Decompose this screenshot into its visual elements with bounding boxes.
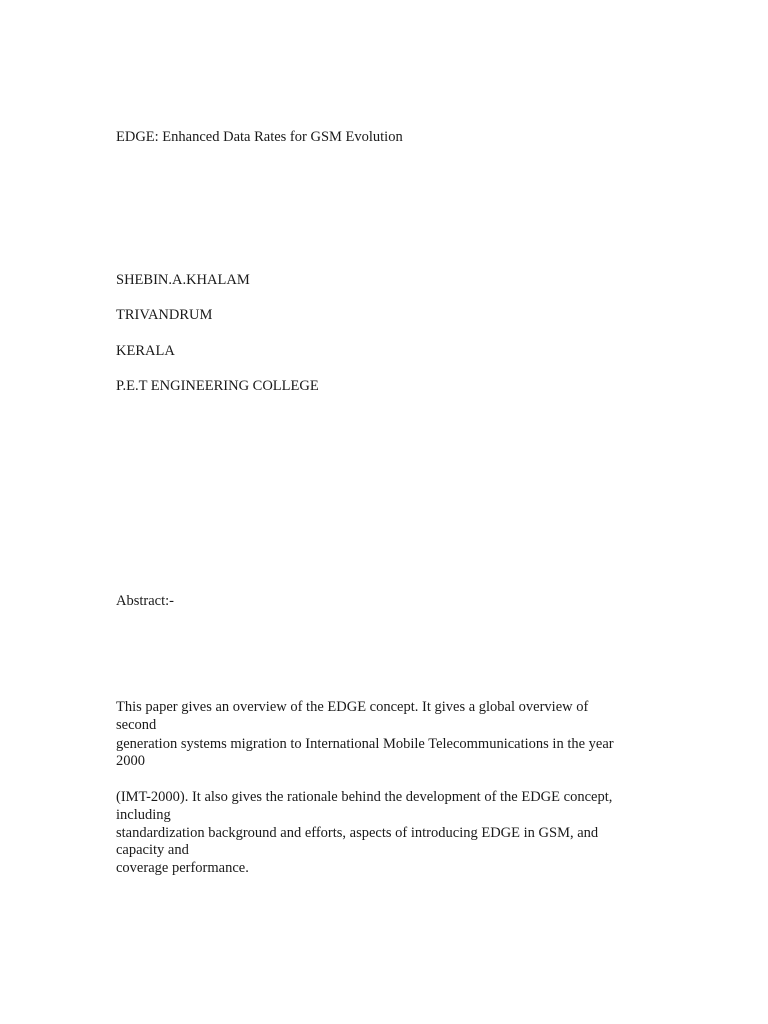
- abstract-heading: Abstract:-: [116, 593, 174, 609]
- abstract-line: standardization background and efforts, aspects of introducing EDGE in GSM, and: [116, 825, 599, 841]
- abstract-line: coverage performance.: [116, 860, 249, 876]
- author-city: TRIVANDRUM: [116, 307, 213, 323]
- author-name: SHEBIN.A.KHALAM: [116, 272, 250, 288]
- author-institution: P.E.T ENGINEERING COLLEGE: [116, 378, 319, 394]
- abstract-line: This paper gives an overview of the EDGE concept. It gives a global overview of: [116, 699, 589, 715]
- abstract-line: second: [116, 717, 157, 733]
- abstract-line: (IMT-2000). It also gives the rationale behind the development of the EDGE concept,: [116, 789, 613, 805]
- abstract-line: including: [116, 807, 171, 823]
- abstract-line: capacity and: [116, 842, 189, 858]
- author-state: KERALA: [116, 343, 175, 359]
- document-title: EDGE: Enhanced Data Rates for GSM Evolution: [116, 129, 403, 145]
- abstract-line: 2000: [116, 753, 145, 769]
- abstract-line: generation systems migration to International Mobile Telecommunications in the year: [116, 736, 614, 752]
